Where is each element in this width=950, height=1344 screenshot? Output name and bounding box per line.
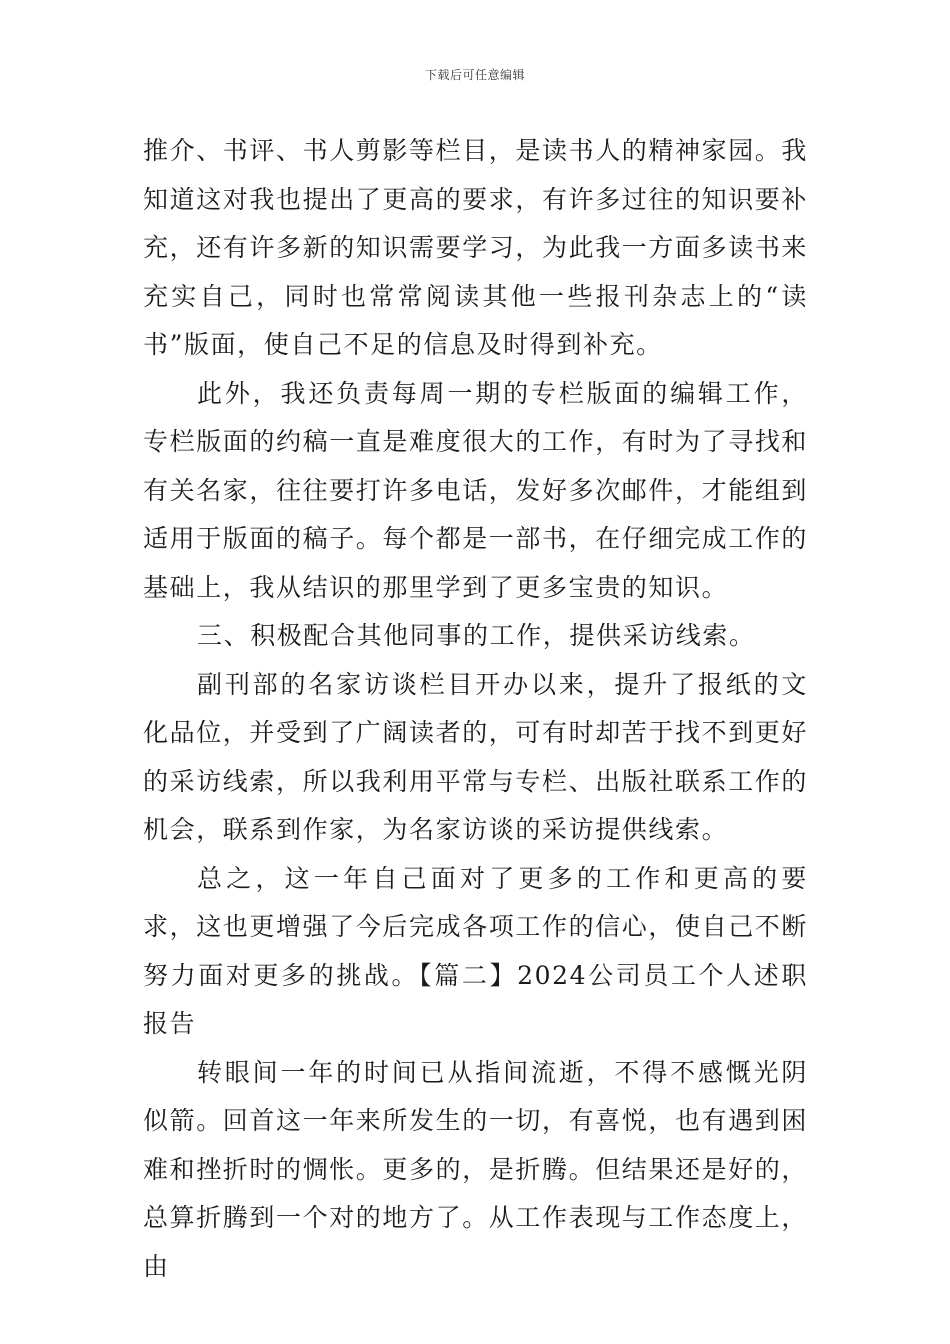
paragraph-column-editing: 此外，我还负责每周一期的专栏版面的编辑工作，专栏版面的约稿一直是难度很大的工作，有时为了寻找和有关名家，往往要打许多电话，发好多次邮件，才能组到适用于版面的稿子。每个都是一部书，在仔细完成工作的基础上，我从结识的那里学到了更多宝贵的知识。 [143, 378, 809, 602]
document-body [143, 127, 808, 1291]
paragraph-interview-column: 副刊部的名家访谈栏目开办以来，提升了报纸的文化品位，并受到了广阔读者的，可有时却苦于找不到更好的采访线索，所以我利用平常与专栏、出版社联系工作的机会，联系到作家，为名家访谈的采访提供线索。 [143, 669, 809, 844]
paragraph-part-two-intro: 转眼间一年的时间已从指间流逝，不得不感慨光阴似箭。回首这一年来所发生的一切，有喜悦，也有遇到困难和挫折时的惆怅。更多的，是折腾。但结果还是好的，总算折腾到一个对的地方了。从工作表现与工作态度上，由 [143, 1057, 809, 1281]
paragraph-continuation: 推介、书评、书人剪影等栏目，是读书人的精神家园。我知道这对我也提出了更高的要求，有许多过往的知识要补充，还有许多新的知识需要学习，为此我一方面多读书来充实自己，同时也常常阅读其他一些报刊杂志上的“读书”版面，使自己不足的信息及时得到补充。 [143, 136, 809, 359]
section-heading-three: 三、积极配合其他同事的工作，提供采访线索。 [197, 621, 756, 650]
paragraph-summary: 总之，这一年自己面对了更多的工作和更高的要求，这也更增强了今后完成各项工作的信心，使自己不断努力面对更多的挑战。【篇二】2024公司员工个人述职报告 [143, 863, 809, 1038]
page-header: 下载后可任意编辑 [424, 68, 525, 82]
